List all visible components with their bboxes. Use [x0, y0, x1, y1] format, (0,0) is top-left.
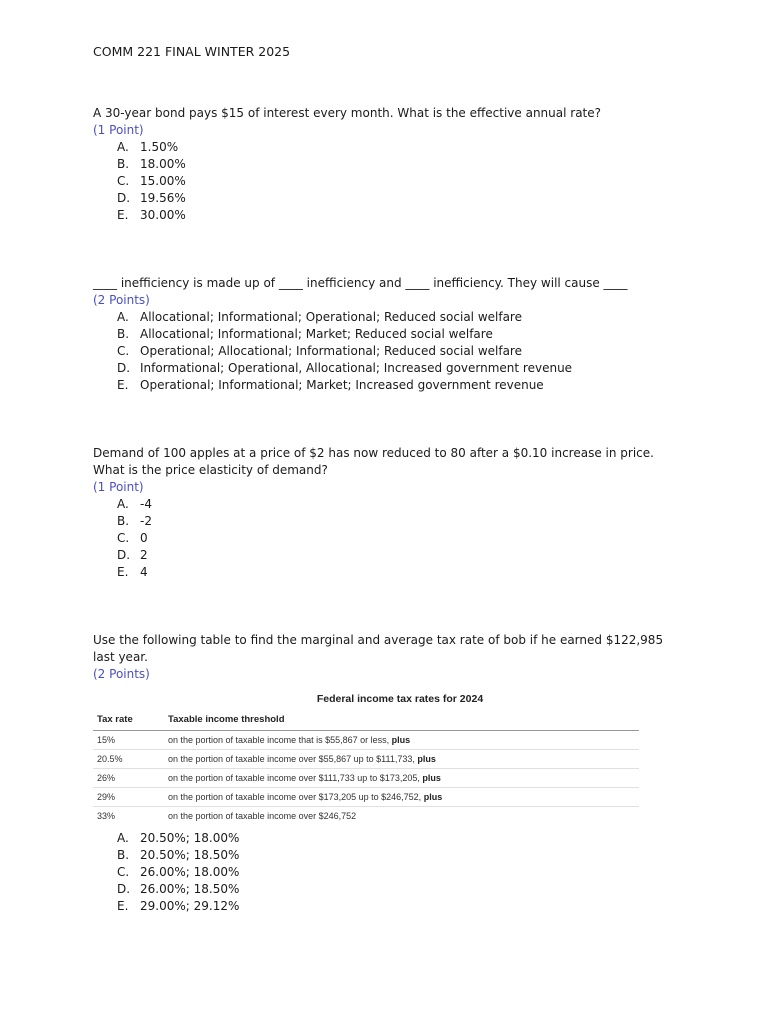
option-letter: A. [117, 831, 129, 845]
option-text: -2 [140, 514, 152, 528]
tax-rate-cell: 20.5% [93, 750, 164, 769]
tax-rate-cell: 33% [97, 811, 116, 821]
option-letter: C. [117, 531, 130, 545]
threshold-text: on the portion of taxable income over $173,205 up to $246,752, [168, 792, 422, 802]
option-letter: A. [117, 140, 129, 154]
option-text: 26.00%; 18.50% [140, 882, 240, 896]
threshold-cell [164, 807, 639, 826]
tax-rate-table-image [93, 690, 667, 825]
tax-rate-cell: 15% [93, 731, 164, 750]
threshold-plus: plus [422, 773, 441, 783]
option-d[interactable] [93, 360, 673, 377]
threshold-cell [164, 788, 639, 807]
option-a[interactable] [93, 496, 673, 513]
threshold-text: on the portion of taxable income over $55,867 up to $111,733, [168, 754, 415, 764]
option-list [93, 139, 673, 224]
question-points: (2 Points) [93, 293, 150, 307]
question-text: ____ inefficiency is made up of ____ inefficiency and ____ inefficiency. They will cause ____ [93, 276, 628, 290]
option-text: Operational; Allocational; Informational; Reduced social welfare [140, 344, 522, 358]
option-letter: D. [117, 882, 131, 896]
tax-rate-cell: 29% [93, 788, 164, 807]
option-b[interactable] [93, 513, 673, 530]
threshold-plus: plus [423, 792, 443, 802]
table-header-row [93, 708, 639, 731]
tax-rate-cell: 26% [93, 769, 164, 788]
option-letter: A. [117, 497, 129, 511]
option-text: Operational; Informational; Market; Increased government revenue [140, 378, 544, 392]
question-2 [93, 275, 673, 394]
option-text: 1.50% [140, 140, 179, 154]
table-row [93, 731, 639, 750]
question-4 [93, 632, 673, 683]
option-c[interactable] [93, 864, 673, 881]
option-b[interactable] [93, 326, 673, 343]
option-text: -4 [140, 497, 152, 511]
option-text: 30.00% [140, 208, 186, 222]
option-d[interactable] [93, 881, 673, 898]
option-letter: E. [117, 899, 129, 913]
option-letter: D. [117, 361, 131, 375]
option-letter: D. [117, 191, 131, 205]
threshold-text: on the portion of taxable income that is $55,867 or less, [168, 735, 390, 745]
option-text: 19.56% [140, 191, 186, 205]
question-4-options [93, 830, 673, 915]
option-e[interactable] [93, 207, 673, 224]
threshold-plus: plus [417, 754, 436, 764]
threshold-cell [164, 750, 639, 769]
table-row [93, 769, 639, 788]
option-b[interactable] [93, 847, 673, 864]
option-d[interactable] [93, 190, 673, 207]
header-tax-rate: Tax rate [93, 708, 164, 731]
option-text: 20.50%; 18.00% [140, 831, 240, 845]
threshold-cell [164, 731, 639, 750]
option-letter: C. [117, 344, 130, 358]
option-text: 18.00% [140, 157, 186, 171]
option-text: Allocational; Informational; Operational; Reduced social welfare [140, 310, 522, 324]
option-list [93, 309, 673, 394]
question-text: Use the following table to find the marginal and average tax rate of bob if he earned $122,985 last year. [93, 633, 664, 664]
option-d[interactable] [93, 547, 673, 564]
option-text: 26.00%; 18.00% [140, 865, 240, 879]
option-list [93, 496, 673, 581]
option-e[interactable] [93, 564, 673, 581]
option-text: 2 [140, 548, 148, 562]
option-letter: C. [117, 865, 130, 879]
option-letter: B. [117, 514, 130, 528]
question-text: A 30-year bond pays $15 of interest every month. What is the effective annual rate? [93, 106, 602, 120]
option-letter: B. [117, 157, 130, 171]
threshold-text: on the portion of taxable income over $246,752 [168, 811, 357, 821]
option-letter: C. [117, 174, 130, 188]
option-c[interactable] [93, 173, 673, 190]
header-threshold: Taxable income threshold [164, 708, 639, 731]
option-a[interactable] [93, 139, 673, 156]
threshold-plus: plus [391, 735, 411, 745]
table-caption: Federal income tax rates for 2024 [316, 693, 484, 705]
threshold-cell [164, 769, 639, 788]
option-letter: E. [117, 208, 129, 222]
document-title: COMM 221 FINAL WINTER 2025 [93, 44, 291, 59]
option-text: Allocational; Informational; Market; Reduced social welfare [140, 327, 493, 341]
question-text: Demand of 100 apples at a price of $2 has now reduced to 80 after a $0.10 increase in price. What is the price elasticity of demand? [93, 446, 654, 477]
table-row [93, 750, 639, 769]
option-e[interactable] [93, 377, 673, 394]
question-1 [93, 105, 673, 224]
option-letter: D. [117, 548, 131, 562]
option-a[interactable] [93, 830, 673, 847]
question-points: (1 Point) [93, 123, 144, 137]
option-text: 20.50%; 18.50% [140, 848, 240, 862]
option-letter: E. [117, 378, 129, 392]
table-row [93, 788, 639, 807]
option-letter: B. [117, 327, 130, 341]
option-text: 29.00%; 29.12% [140, 899, 240, 913]
option-letter: A. [117, 310, 129, 324]
option-b[interactable] [93, 156, 673, 173]
option-letter: B. [117, 848, 130, 862]
option-a[interactable] [93, 309, 673, 326]
threshold-text: on the portion of taxable income over $111,733 up to $173,205, [168, 773, 420, 783]
question-points: (1 Point) [93, 480, 144, 494]
option-c[interactable] [93, 343, 673, 360]
question-3 [93, 445, 673, 581]
option-text: Informational; Operational, Allocational; Increased government revenue [140, 361, 573, 375]
table-row [93, 807, 639, 826]
option-text: 0 [140, 531, 148, 545]
option-e[interactable] [93, 898, 673, 915]
option-text: 15.00% [140, 174, 186, 188]
question-points: (2 Points) [93, 667, 150, 681]
option-c[interactable] [93, 530, 673, 547]
tax-rate-table [93, 708, 639, 825]
option-text: 4 [140, 565, 148, 579]
option-list [93, 830, 673, 915]
option-letter: E. [117, 565, 129, 579]
